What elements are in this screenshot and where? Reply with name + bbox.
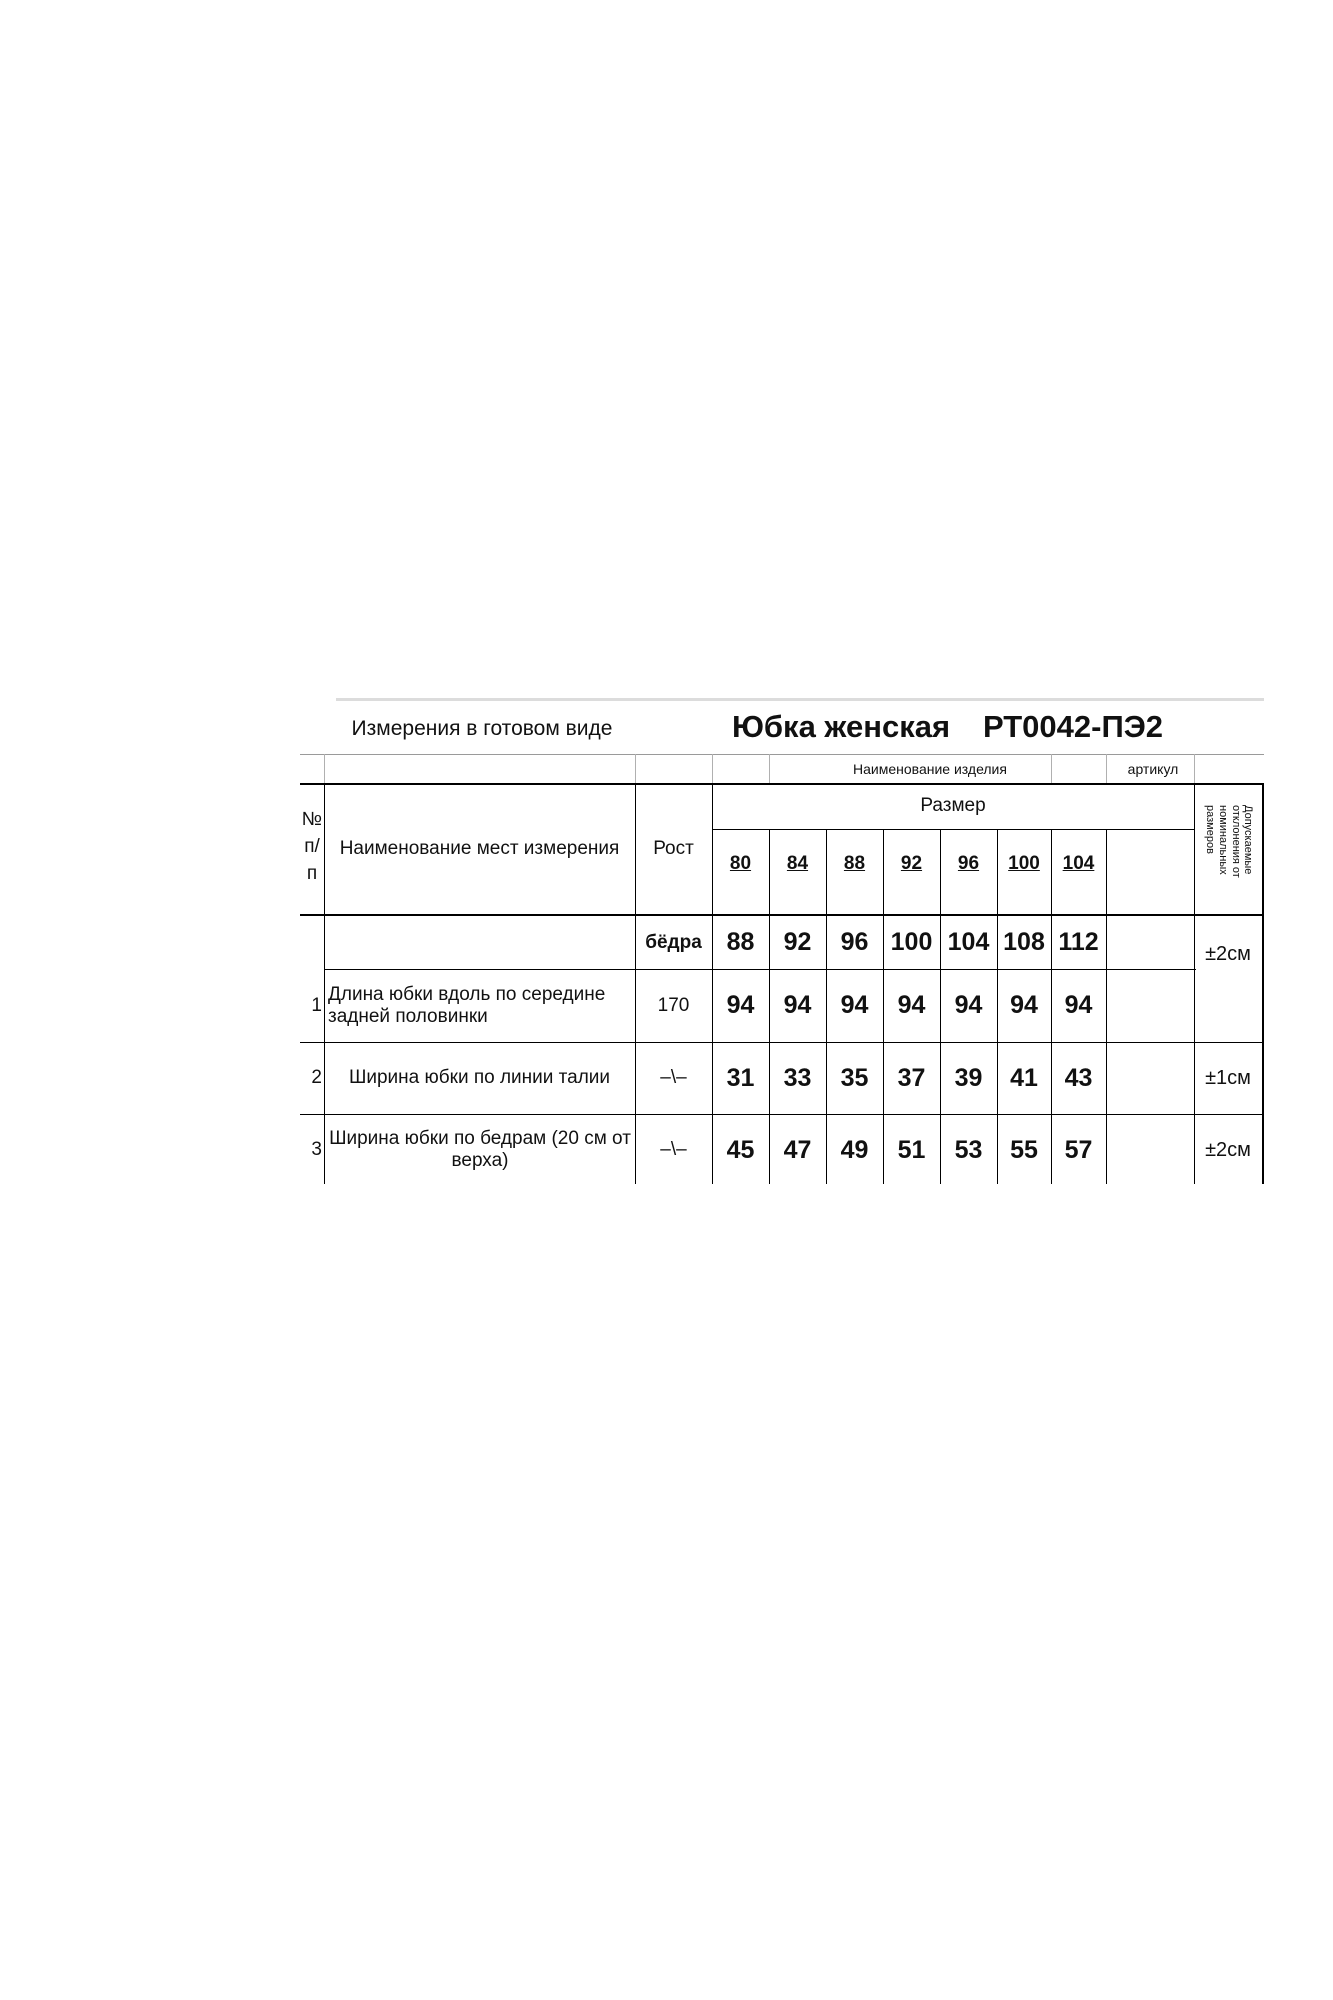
measurement-value: 94 bbox=[840, 991, 869, 1020]
size-104: 104 bbox=[1062, 853, 1095, 875]
product-name: Юбка женская bbox=[731, 709, 951, 745]
height-value: 170 bbox=[657, 994, 690, 1016]
measurement-value: 41 bbox=[1010, 1063, 1038, 1092]
measurement-value: 37 bbox=[897, 1063, 926, 1092]
sheet-caption: Измерения в готовом виде bbox=[351, 716, 613, 740]
grid-line bbox=[1106, 754, 1107, 783]
top-border bbox=[336, 698, 1264, 701]
size-88: 88 bbox=[843, 853, 866, 875]
hips-value: 104 bbox=[947, 928, 990, 957]
measurement-value: 39 bbox=[954, 1063, 983, 1092]
measurement-value: 55 bbox=[1010, 1135, 1038, 1164]
tolerance-header-line: Допускаемые bbox=[1242, 805, 1255, 875]
size-96: 96 bbox=[957, 853, 980, 875]
tolerance-header-line: номинальных bbox=[1217, 805, 1229, 875]
measurement-name: Ширина юбки по линии талии bbox=[348, 1067, 611, 1089]
tolerance-header-line: размеров bbox=[1204, 805, 1217, 854]
height-header: Рост bbox=[653, 837, 694, 859]
row-number: 3 bbox=[311, 1139, 322, 1161]
num-header-3: п bbox=[306, 863, 318, 885]
grid-line bbox=[324, 754, 325, 783]
product-name-label: Наименование изделия bbox=[853, 760, 1007, 777]
grid-line bbox=[1194, 754, 1195, 783]
tolerance-value: ±1см bbox=[1205, 1066, 1251, 1089]
hips-value: 96 bbox=[840, 928, 869, 957]
article-label: артикул bbox=[1127, 760, 1179, 777]
place-header: Наименование мест измерения bbox=[339, 837, 620, 859]
measurement-value: 51 bbox=[897, 1135, 926, 1164]
measurement-value: 94 bbox=[1064, 991, 1093, 1020]
measurement-value: 47 bbox=[783, 1135, 812, 1164]
measurement-value: 33 bbox=[783, 1063, 812, 1092]
measurement-value: 49 bbox=[840, 1135, 869, 1164]
grid-line bbox=[1051, 754, 1052, 783]
tolerance-value: ±2см bbox=[1205, 1138, 1251, 1161]
hips-value: 100 bbox=[890, 928, 933, 957]
tolerance-header-line: отклонения от bbox=[1229, 805, 1242, 878]
measurement-value: 57 bbox=[1064, 1135, 1093, 1164]
grid-line bbox=[1106, 829, 1107, 1184]
measurement-value: 94 bbox=[897, 991, 926, 1020]
grid-line bbox=[635, 754, 636, 783]
measurement-value: 94 bbox=[726, 991, 755, 1020]
grid-line bbox=[712, 829, 1194, 830]
measurement-name: Длина юбки вдоль по середине задней половинки bbox=[328, 983, 606, 1027]
size-92: 92 bbox=[900, 853, 923, 875]
measurement-name: Ширина юбки по бедрам (20 см от верха) bbox=[329, 1128, 631, 1171]
tolerance-value: ±2см bbox=[1205, 942, 1251, 965]
measurement-value: 31 bbox=[726, 1063, 755, 1092]
measurement-value: 43 bbox=[1064, 1063, 1093, 1092]
hips-value: 92 bbox=[783, 928, 812, 957]
measurement-value: 94 bbox=[954, 991, 983, 1020]
hips-value: 88 bbox=[726, 928, 755, 957]
hips-label: бёдра bbox=[645, 931, 702, 953]
row-number: 2 bbox=[311, 1067, 322, 1089]
grid-line bbox=[712, 754, 713, 783]
hips-value: 108 bbox=[1003, 928, 1045, 957]
measurement-value: 53 bbox=[954, 1135, 983, 1164]
article-number: РТ0042-ПЭ2 bbox=[982, 709, 1164, 745]
grid-line bbox=[769, 754, 770, 783]
tolerance-header bbox=[1193, 805, 1264, 935]
row-number: 1 bbox=[311, 994, 322, 1016]
height-value: –\– bbox=[660, 1067, 687, 1089]
size-chart-fragment bbox=[300, 698, 1264, 1184]
height-value: –\– bbox=[660, 1139, 687, 1161]
size-80: 80 bbox=[729, 853, 752, 875]
grid-line bbox=[300, 754, 1264, 755]
size-100: 100 bbox=[1008, 853, 1040, 875]
size-header: Размер bbox=[920, 795, 986, 817]
measurement-value: 94 bbox=[1010, 991, 1038, 1020]
measurement-value: 94 bbox=[783, 991, 812, 1020]
hips-value: 112 bbox=[1058, 928, 1099, 957]
size-84: 84 bbox=[786, 853, 809, 875]
num-header: № bbox=[301, 809, 323, 831]
measurement-value: 35 bbox=[840, 1063, 869, 1092]
measurement-value: 45 bbox=[726, 1135, 755, 1164]
num-header-2: п/ bbox=[304, 836, 320, 858]
